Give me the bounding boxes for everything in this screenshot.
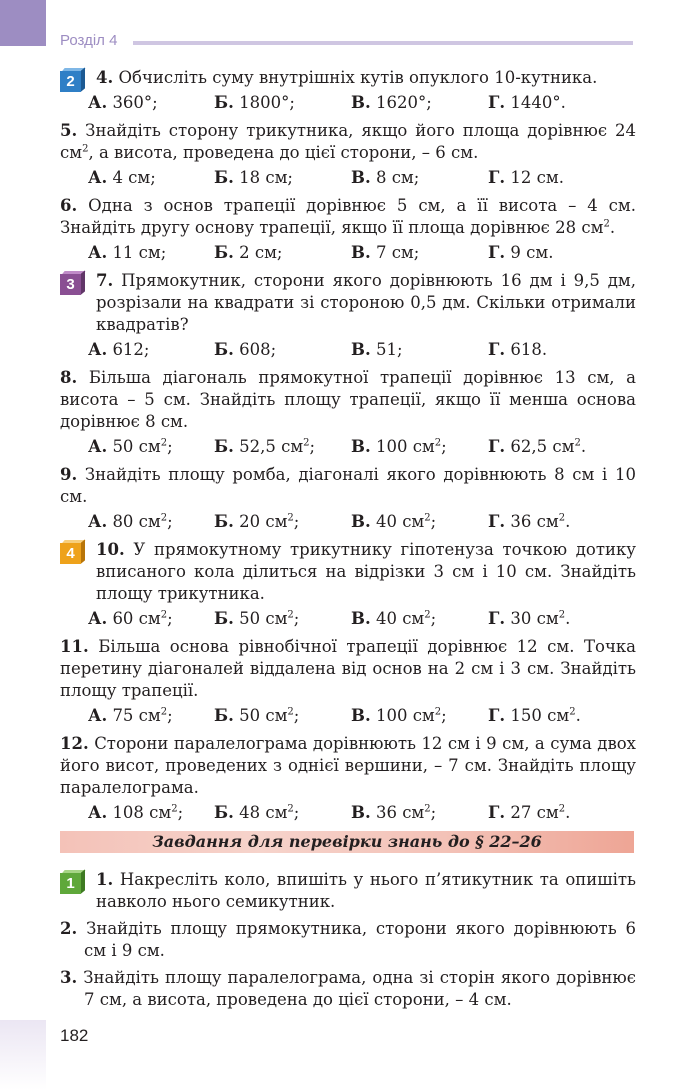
problem-4	[60, 67, 636, 114]
level-1-icon: 1	[60, 870, 86, 894]
problem-text: Знайдіть площу ромба, діагоналі якого дорівнюють 8 см і 10 см.	[60, 465, 636, 506]
knowledge-check-tasks	[60, 869, 636, 1017]
task-number: 2.	[60, 919, 78, 938]
answer-option: А. 80 $см^2$;	[88, 512, 173, 531]
answer-option: Б. 52,5 $см^2$;	[214, 437, 316, 456]
answer-option: А. 11 см;	[88, 243, 167, 262]
level-2-icon: 2	[60, 68, 86, 92]
problem-number: 5.	[60, 121, 78, 140]
answer-option: Б. 608;	[214, 340, 277, 359]
answer-option: Г. 9 см.	[488, 243, 554, 262]
answer-option: Б. 50 $см^2$;	[214, 609, 300, 628]
answer-option: Б. 18 см;	[214, 168, 293, 187]
problem-text: Більша основа рівнобічної трапеції дорівнює 12 см. Точка перетину діагоналей віддалена від основ на 2 см і 3 см. Знайдіть площу трапеції.	[60, 637, 636, 700]
task-3	[60, 967, 636, 1011]
task-text: Знайдіть площу прямокутника, сторони якого дорівнюють 6 см і 9 см.	[84, 919, 636, 960]
problem-8	[60, 367, 636, 458]
problem-number: 7.	[96, 271, 114, 290]
answer-option: В. 8 см;	[351, 168, 420, 187]
answer-option: В. 7 см;	[351, 243, 420, 262]
answer-option: Г. 150 $см^2$.	[488, 706, 581, 725]
problem-11	[60, 636, 636, 727]
problem-number: 12.	[60, 734, 89, 753]
answer-option: В. 51;	[351, 340, 403, 359]
problem-number: 11.	[60, 637, 89, 656]
answer-option: Г. 62,5 $см^2$.	[488, 437, 587, 456]
problem-text: Знайдіть сторону трикутника, якщо його площа дорівнює	[85, 121, 608, 140]
answer-option: Г. 12 см.	[488, 168, 564, 187]
corner-decoration	[0, 0, 46, 46]
answer-option: А. 108 $см^2$;	[88, 803, 184, 822]
problem-7	[60, 270, 636, 361]
answer-options	[60, 242, 636, 264]
problem-text: Обчисліть суму внутрішніх кутів опуклого 10-кутника.	[118, 68, 598, 87]
answer-options	[60, 167, 636, 189]
answer-option: А. 4 см;	[88, 168, 156, 187]
answer-option: А. 60 $см^2$;	[88, 609, 173, 628]
page-number: 182	[60, 1026, 89, 1045]
answer-option: А. 50 $см^2$;	[88, 437, 173, 456]
answer-option: Б. 2 см;	[214, 243, 283, 262]
problem-number: 9.	[60, 465, 78, 484]
answer-option: В. 100 $см^2$;	[351, 437, 447, 456]
answer-options	[60, 608, 636, 630]
problem-number: 10.	[96, 540, 125, 559]
answer-options	[60, 511, 636, 533]
task-number: 1.	[96, 870, 114, 889]
task-1	[60, 869, 636, 913]
problem-text: Сторони паралелограма дорівнюють 12 см і 9 см, а сума двох його висот, проведених з однієї вершини, – 7 см. Знайдіть площу паралелограма.	[60, 734, 636, 797]
answer-option: А. 612;	[88, 340, 150, 359]
task-text: Знайдіть площу паралелограма, одна зі сторін якого дорівнює 7 см, а висота, проведена до цієї сторони, – 4 см.	[83, 968, 636, 1009]
problem-number: 8.	[60, 368, 78, 387]
answer-option: А. 360°;	[88, 93, 158, 112]
footer-decoration	[0, 1020, 46, 1090]
answer-option: В. 40 $см^2$;	[351, 512, 437, 531]
answer-option: Б. 48 $см^2$;	[214, 803, 300, 822]
problem-9	[60, 464, 636, 533]
problem-5: 5. Знайдіть сторону трикутника, якщо його площа дорівнює 24 $см^2$, а висота, проведена до цієї сторони, – 6 см. А. 4 см; Б. 18 см; В. 8 см; Г. 12 см.	[60, 121, 637, 187]
answer-option: Б. 50 $см^2$;	[214, 706, 300, 725]
problem-12	[60, 733, 636, 824]
level-3-icon: 3	[60, 271, 86, 295]
answer-options	[60, 436, 636, 458]
problem-text: Прямокутник, сторони якого дорівнюють 16 дм і 9,5 дм, розрізали на квадрати зі стороною 0,5 дм. Скільки отримали квадратів?	[96, 271, 636, 334]
answer-option: Г. 618.	[488, 340, 548, 359]
section-label: Розділ 4	[60, 32, 118, 49]
answer-options	[60, 92, 636, 114]
answer-option: В. 36 $см^2$;	[351, 803, 437, 822]
problem-6: 6. Одна з основ трапеції дорівнює 5 см, а її висота – 4 см. Знайдіть другу основу трапеції, якщо її площа дорівнює 28 $см^2$. А. 11 см; Б. 2 см; В. 7 см; Г. 9 см.	[60, 196, 636, 262]
task-text: Накресліть коло, впишіть у нього п’ятикутник та опишіть навколо нього семикутник.	[96, 870, 636, 911]
answer-option: В. 40 $см^2$;	[351, 609, 437, 628]
answer-option: В. 100 $см^2$;	[351, 706, 447, 725]
section-banner: Завдання для перевірки знань до § 22–26	[60, 831, 634, 853]
answer-option: Б. 20 $см^2$;	[214, 512, 300, 531]
task-2	[60, 918, 636, 962]
answer-options	[60, 705, 636, 727]
level-4-icon: 4	[60, 540, 86, 564]
answer-option: Б. 1800°;	[214, 93, 295, 112]
answer-option: Г. 30 $см^2$.	[488, 609, 571, 628]
problem-text: У прямокутному трикутнику гіпотенуза точкою дотику вписаного кола ділиться на відрізки 3 см і 10 см. Знайдіть площу трикутника.	[96, 540, 636, 603]
answer-option: В. 1620°;	[351, 93, 432, 112]
answer-option: Г. 1440°.	[488, 93, 566, 112]
task-number: 3.	[60, 968, 78, 987]
answer-option: Г. 36 $см^2$.	[488, 512, 571, 531]
test-problems	[60, 67, 636, 830]
problem-text: Більша діагональ прямокутної трапеції дорівнює 13 см, а висота – 5 см. Знайдіть площу трапеції, якщо її менша основа дорівнює 8 см.	[60, 368, 637, 431]
problem-10	[60, 539, 636, 630]
header-rule	[133, 41, 633, 45]
problem-number: 6.	[60, 196, 78, 215]
answer-option: Г. 27 $см^2$.	[488, 803, 571, 822]
problem-number: 4.	[96, 68, 114, 87]
answer-options	[60, 802, 636, 824]
problem-text: Одна з основ трапеції дорівнює 5 см, а її висота – 4 см. Знайдіть другу основу трапеції, якщо її площа дорівнює 28 см	[60, 196, 636, 237]
answer-options	[60, 339, 636, 361]
answer-option: А. 75 $см^2$;	[88, 706, 173, 725]
